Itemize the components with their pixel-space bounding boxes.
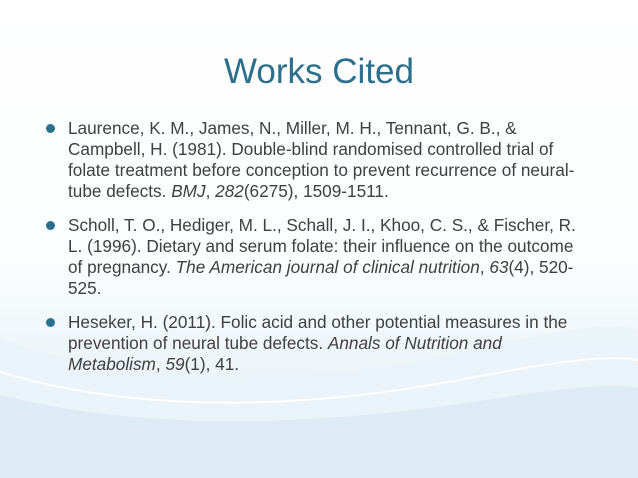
- reference-separator: ,: [479, 257, 490, 277]
- bullet-icon: [46, 221, 55, 230]
- reference-pages: (1), 41.: [184, 354, 240, 374]
- bullet-icon: [46, 124, 55, 133]
- reference-item: [46, 118, 591, 202]
- reference-journal: Annals of Nutrition and Metabolism: [68, 333, 502, 374]
- reference-volume: 59: [165, 354, 185, 374]
- reference-pages: (4), 520-525.: [68, 257, 574, 298]
- reference-pages: (6275), 1509-1511.: [243, 181, 389, 201]
- reference-volume: 282: [215, 181, 244, 201]
- reference-text: Scholl, T. O., Hediger, M. L., Schall, J. I., Khoo, C. S., & Fischer, R. L. (1996). Dietary and serum folate: their influence on the outcome of pregnancy.: [68, 215, 576, 277]
- bullet-icon: [46, 318, 55, 327]
- slide-title: Works Cited: [224, 52, 414, 91]
- reference-list: [46, 118, 591, 388]
- reference-journal: BMJ: [171, 181, 206, 201]
- reference-volume: 63: [489, 257, 509, 277]
- reference-separator: ,: [155, 354, 166, 374]
- reference-item: [46, 215, 591, 299]
- reference-separator: ,: [205, 181, 216, 201]
- reference-journal: The American journal of clinical nutrition: [175, 257, 480, 277]
- reference-text: Laurence, K. M., James, N., Miller, M. H., Tennant, G. B., & Campbell, H. (1981). Double-blind randomised controlled trial of folate treatment before conception to prevent recurrence of neural-tube defects.: [68, 118, 575, 201]
- reference-item: [46, 312, 591, 375]
- reference-text: Heseker, H. (2011). Folic acid and other potential measures in the prevention of neural tube defects.: [68, 312, 568, 353]
